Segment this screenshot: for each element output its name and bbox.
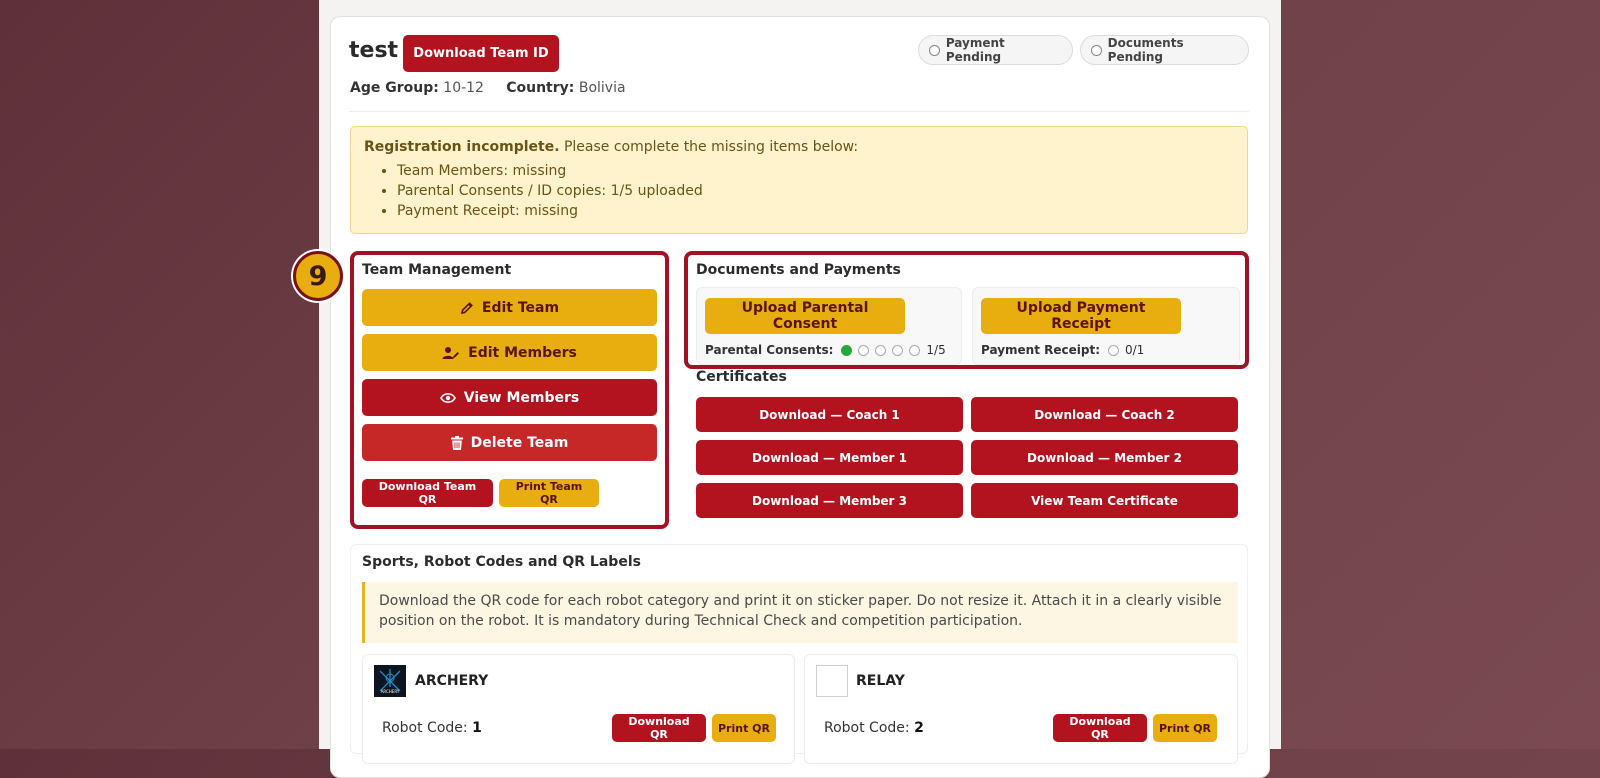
print-qr-label: Print QR — [1159, 721, 1211, 735]
upload-parental-consent-button[interactable] — [705, 298, 905, 334]
alert-title: Registration incomplete. — [364, 139, 560, 155]
age-group-value: 10-12 — [443, 80, 484, 96]
certificate-button-label: Download — Member 3 — [752, 493, 907, 508]
consent-missing-dot — [909, 345, 920, 356]
delete-team-button[interactable] — [362, 424, 657, 461]
registration-alert — [350, 126, 1248, 234]
edit-team-label: Edit Team — [481, 299, 560, 316]
certificate-button-label: View Team Certificate — [1031, 493, 1178, 508]
print-qr-button[interactable] — [1153, 714, 1217, 742]
view-members-label: View Members — [463, 389, 580, 406]
sport-card-relay — [804, 654, 1238, 764]
robot-code — [382, 720, 482, 736]
certificate-button-label: Download — Member 2 — [1027, 450, 1182, 465]
missing-item: • Parental Consents / ID copies: 1/5 uploaded — [397, 181, 1234, 201]
download-qr-label: Download QR — [1069, 715, 1131, 741]
delete-team-label: Delete Team — [470, 434, 569, 451]
upload-payment-receipt-button[interactable] — [981, 298, 1181, 334]
missing-items-list — [364, 161, 1234, 221]
sport-name: RELAY — [856, 673, 905, 689]
view-members-button[interactable] — [362, 379, 657, 416]
download-member-2-certificate-button[interactable] — [971, 440, 1238, 475]
upload-parental-consent-label: Upload Parental Consent — [741, 300, 869, 332]
robot-code — [824, 720, 924, 736]
parental-consents-count: 1/5 — [926, 343, 946, 357]
consent-uploaded-dot — [841, 345, 852, 356]
download-coach-2-certificate-button[interactable] — [971, 397, 1238, 432]
parental-consents-label: Parental Consents: — [705, 343, 834, 357]
download-team-id-button[interactable] — [403, 35, 559, 72]
radio-circle-icon — [1091, 45, 1102, 56]
team-meta — [350, 80, 626, 96]
user-edit-icon — [442, 346, 460, 360]
certificate-button-label: Download — Coach 2 — [1034, 407, 1175, 422]
robot-code-label: Robot Code: — [382, 720, 468, 736]
certificate-button-label: Download — Coach 1 — [759, 407, 900, 422]
robot-code-label: Robot Code: — [824, 720, 910, 736]
missing-item: • Team Members: missing — [397, 161, 1234, 181]
download-team-qr-label: Download Team QR — [378, 480, 477, 506]
payment-receipt-progress — [981, 343, 1144, 357]
certificate-button-label: Download — Member 1 — [752, 450, 907, 465]
print-qr-button[interactable] — [712, 714, 776, 742]
download-team-id-label: Download Team ID — [413, 46, 549, 61]
download-team-qr-button[interactable] — [362, 479, 493, 507]
team-name: test — [349, 38, 399, 63]
alert-text: Please complete the missing items below: — [559, 139, 859, 155]
trash-icon — [451, 436, 463, 450]
relay-broken-image-icon — [816, 665, 848, 697]
country-value: Bolivia — [578, 80, 626, 96]
step-badge: 9 — [293, 251, 343, 301]
view-team-certificate-button[interactable] — [971, 483, 1238, 518]
download-member-3-certificate-button[interactable] — [696, 483, 963, 518]
consent-missing-dot — [858, 345, 869, 356]
download-coach-1-certificate-button[interactable] — [696, 397, 963, 432]
archery-logo — [374, 665, 406, 697]
download-qr-button[interactable] — [1053, 714, 1147, 742]
header-divider — [349, 111, 1249, 112]
upload-payment-receipt-label: Upload Payment Receipt — [1016, 300, 1146, 332]
sports-title: Sports, Robot Codes and QR Labels — [362, 554, 641, 570]
payment-pending-badge — [918, 35, 1073, 65]
team-management-title: Team Management — [362, 262, 512, 278]
documents-pending-label: Documents Pending — [1107, 36, 1184, 64]
receipt-missing-dot — [1108, 345, 1119, 356]
download-qr-button[interactable] — [612, 714, 706, 742]
print-team-qr-button[interactable] — [499, 479, 599, 507]
eye-icon — [440, 392, 456, 404]
edit-members-label: Edit Members — [468, 344, 577, 361]
print-qr-label: Print QR — [718, 721, 770, 735]
print-team-qr-label: Print Team QR — [515, 480, 583, 506]
radio-circle-icon — [929, 45, 940, 56]
documents-pending-badge — [1080, 35, 1249, 65]
country-label: Country: — [506, 80, 575, 96]
edit-team-button[interactable] — [362, 289, 657, 326]
download-member-1-certificate-button[interactable] — [696, 440, 963, 475]
robot-code-value: 2 — [914, 720, 924, 736]
documents-payments-title: Documents and Payments — [696, 262, 901, 278]
certificates-title: Certificates — [696, 369, 787, 385]
archery-logo-text: ARCHERY — [380, 689, 400, 694]
payment-receipt-label: Payment Receipt: — [981, 343, 1100, 357]
download-qr-label: Download QR — [628, 715, 690, 741]
parental-consents-progress — [705, 343, 946, 357]
robot-code-value: 1 — [472, 720, 482, 736]
payment-receipt-count: 0/1 — [1125, 343, 1145, 357]
missing-item: • Payment Receipt: missing — [397, 201, 1234, 221]
consent-missing-dot — [892, 345, 903, 356]
age-group-label: Age Group: — [350, 80, 439, 96]
consent-missing-dot — [875, 345, 886, 356]
payment-pending-label: Payment Pending — [945, 36, 1005, 64]
pencil-icon — [460, 301, 474, 315]
sport-card-archery — [362, 654, 795, 764]
sport-name: ARCHERY — [415, 673, 489, 689]
qr-instructions-note: Download the QR code for each robot category and print it on sticker paper. Do not resize it. Attach it in a clearly visible position on the robot. It is mandatory during Technical Check and competition participation. — [362, 582, 1238, 643]
edit-members-button[interactable] — [362, 334, 657, 371]
